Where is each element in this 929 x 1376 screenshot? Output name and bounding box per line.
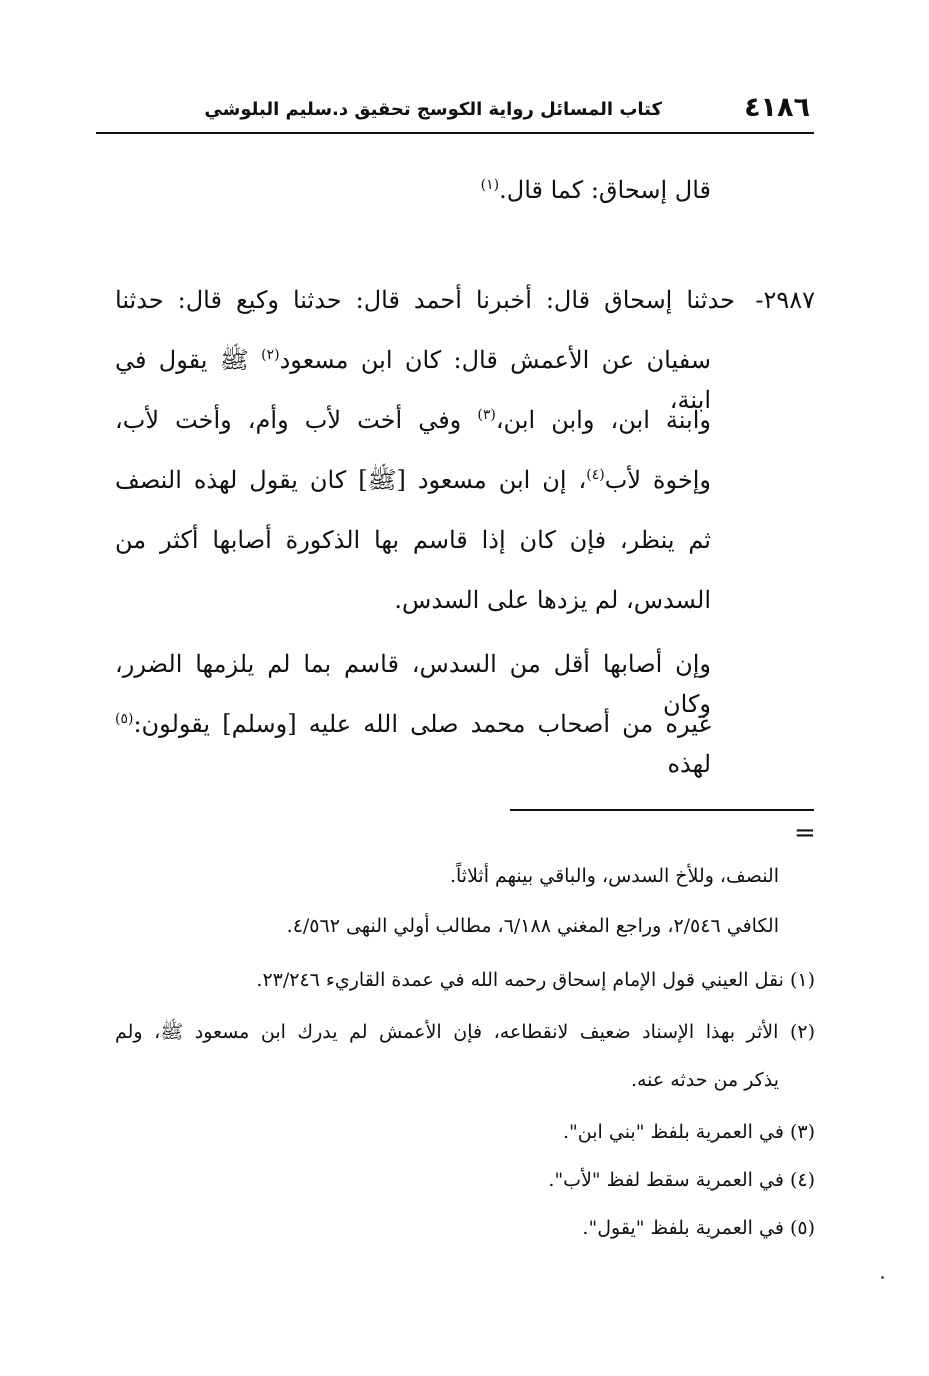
footnote-ref-3: (٣): [477, 407, 496, 423]
body-line-2: حدثنا إسحاق قال: أخبرنا أحمد قال: حدثنا وكيع قال: حدثنا: [115, 286, 735, 314]
footnote-ref-5: (٥): [115, 711, 134, 727]
line-text: وابنة ابن، وابن ابن،: [495, 406, 711, 434]
scan-speck: [881, 1276, 884, 1279]
line-text: قال إسحاق: كما قال.: [499, 176, 711, 204]
line-text: سفيان عن الأعمش قال: كان ابن مسعود: [279, 346, 711, 374]
continuation-mark: =: [794, 818, 816, 848]
footnote-ref-2: (٢): [261, 347, 280, 363]
body-line-9: [115, 704, 711, 784]
line-text: ﷺ يقول في ابنة،: [115, 346, 711, 414]
body-line-1: [481, 170, 711, 210]
line-text: لهذه: [667, 750, 711, 778]
running-title: كتاب المسائل رواية الكوسج تحقيق د.سليم البلوشي: [204, 99, 662, 120]
footnote-2-continued: يذكر من حدثه عنه.: [630, 1069, 779, 1091]
footnote-continuation-1: النصف، وللأخ السدس، والباقي بينهم أثلاثاً.: [449, 865, 779, 887]
footnote-3: (٣) في العمرية بلفظ "بني ابن".: [563, 1121, 815, 1143]
footnote-ref-4: (٤): [586, 467, 605, 483]
body-line-6: ثم ينظر، فإن كان إذا قاسم بها الذكورة أصابها أكثر من: [115, 526, 711, 554]
footnote-4: (٤) في العمرية سقط لفظ "لأب".: [548, 1169, 815, 1191]
body-line-8: وإن أصابها أقل من السدس، قاسم بما لم يلزمها الضرر، وكان: [115, 650, 711, 718]
entry-number-text: ٢٩٨٧-: [755, 286, 815, 314]
footnote-5: (٥) في العمرية بلفظ "يقول".: [582, 1217, 815, 1239]
line-text: وفي أخت لأب وأم، وأخت لأب،: [115, 406, 462, 434]
body-line-4: [115, 400, 711, 440]
footnote-ref-1: (١): [480, 177, 500, 193]
footnote-continuation-2: الكافي ٢/٥٤٦، وراجع المغني ٦/١٨٨، مطالب أولي النهى ٤/٥٦٢.: [286, 915, 779, 937]
footnote-1: (١) نقل العيني قول الإمام إسحاق رحمه الله في عمدة القاريء ٢٣/٢٤٦.: [256, 969, 815, 991]
line-text: غيره من أصحاب محمد صلى الله عليه [وسلم] يقولون:: [133, 710, 711, 738]
page-number: ٤١٨٦: [744, 92, 810, 123]
page-header: [96, 88, 814, 134]
entry-number: [755, 280, 815, 320]
line-text: وإخوة لأب: [604, 466, 712, 494]
body-line-7: السدس، لم يزدها على السدس.: [394, 586, 711, 614]
footnote-2: (٢) الأثر بهذا الإسناد ضعيف لانقطاعه، فإن الأعمش لم يدرك ابن مسعود ﷺ، ولم: [115, 1021, 815, 1043]
body-line-5: [115, 460, 711, 500]
footnote-separator: [510, 809, 814, 811]
line-text: ، إن ابن مسعود [ﷺ] كان يقول لهذه النصف: [115, 466, 587, 494]
